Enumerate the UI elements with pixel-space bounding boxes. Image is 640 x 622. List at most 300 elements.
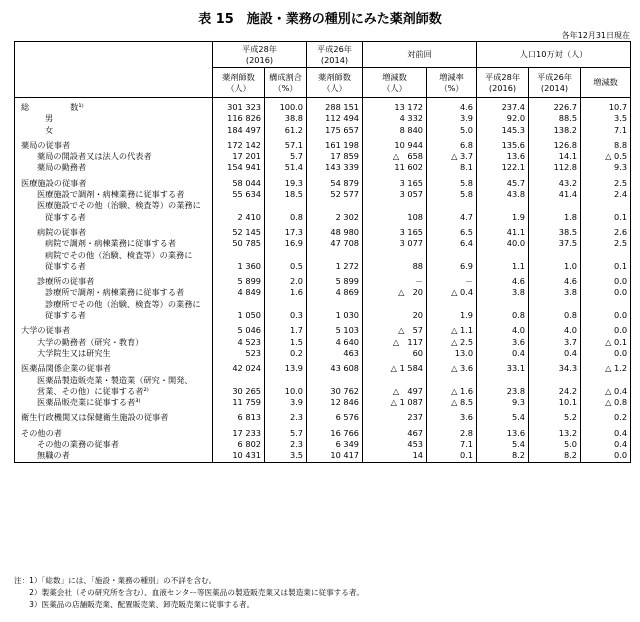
row-label: 病院でその他（治験、検査等）の業務に	[15, 250, 213, 261]
cell-value: 30 265	[213, 386, 265, 397]
cell-value: 6 802	[213, 439, 265, 450]
cell-value: △ 57	[363, 321, 427, 336]
cell-value	[307, 200, 363, 211]
row-label: その他の業務の従事者	[15, 439, 213, 450]
cell-value: △ 1.6	[427, 386, 477, 397]
header-per100k: 人口10万対（人）	[477, 42, 631, 68]
cell-value: 3.5	[265, 450, 307, 462]
cell-value: 4 523	[213, 337, 265, 348]
table-row	[15, 299, 631, 310]
cell-value: 7.1	[581, 125, 631, 136]
col-increase: 増減数 （人）	[363, 68, 427, 98]
cell-value: 6.4	[427, 238, 477, 249]
row-label: 病院で調剤・病棟業務に従事する者	[15, 238, 213, 249]
cell-value: 33.1	[477, 359, 529, 374]
cell-value	[213, 375, 265, 386]
cell-value: 14	[363, 450, 427, 462]
table-body	[15, 98, 631, 463]
cell-value: 1.8	[529, 212, 581, 223]
cell-value: 0.0	[581, 310, 631, 321]
cell-value	[265, 250, 307, 261]
row-label: 男	[15, 113, 213, 124]
cell-value: 13 172	[363, 98, 427, 114]
cell-value: 5.8	[427, 174, 477, 189]
header-2016: 平成28年 (2016)	[213, 42, 307, 68]
row-label: 従事する者	[15, 261, 213, 272]
cell-value: 1 050	[213, 310, 265, 321]
cell-value: 2.4	[581, 189, 631, 200]
cell-value: 6.5	[427, 223, 477, 238]
cell-value: 288 151	[307, 98, 363, 114]
cell-value: △ 0.4	[427, 287, 477, 298]
table-row	[15, 189, 631, 200]
cell-value: 5.0	[427, 125, 477, 136]
cell-value	[581, 250, 631, 261]
row-label: 薬局の勤務者	[15, 162, 213, 173]
table-row	[15, 321, 631, 336]
cell-value: 172 142	[213, 136, 265, 151]
cell-value: 3 165	[363, 174, 427, 189]
cell-value: 3.6	[477, 337, 529, 348]
table-row	[15, 200, 631, 211]
cell-value: 0.1	[427, 450, 477, 462]
table-row	[15, 125, 631, 136]
cell-value	[427, 200, 477, 211]
cell-value: 3 057	[363, 189, 427, 200]
cell-value: 112 494	[307, 113, 363, 124]
cell-value: 4.6	[427, 98, 477, 114]
row-label: 総 数¹⁾	[15, 98, 213, 114]
cell-value: －	[363, 272, 427, 287]
row-label: 診療所でその他（治験、検査等）の業務に	[15, 299, 213, 310]
cell-value	[307, 250, 363, 261]
cell-value: △ 117	[363, 337, 427, 348]
cell-value: 0.8	[477, 310, 529, 321]
cell-value: 37.5	[529, 238, 581, 249]
cell-value: 184 497	[213, 125, 265, 136]
cell-value: △ 658	[363, 151, 427, 162]
cell-value	[427, 299, 477, 310]
cell-value: 112.8	[529, 162, 581, 173]
cell-value: 42 024	[213, 359, 265, 374]
cell-value	[529, 200, 581, 211]
cell-value: 0.2	[581, 408, 631, 423]
cell-value	[477, 299, 529, 310]
cell-value	[307, 375, 363, 386]
table-row	[15, 450, 631, 462]
cell-value: 43 608	[307, 359, 363, 374]
footnote: 3）医薬品の店舗販売業、配置販売業、卸売販売業に従事する者。	[14, 600, 255, 609]
cell-value: 175 657	[307, 125, 363, 136]
table-row	[15, 151, 631, 162]
row-label: 薬局の従事者	[15, 136, 213, 151]
cell-value: 12 846	[307, 397, 363, 408]
cell-value: 126.8	[529, 136, 581, 151]
cell-value: △ 8.5	[427, 397, 477, 408]
cell-value: 7.1	[427, 439, 477, 450]
cell-value: 4.7	[427, 212, 477, 223]
cell-value: 138.2	[529, 125, 581, 136]
cell-value: 23.8	[477, 386, 529, 397]
cell-value: △ 0.1	[581, 337, 631, 348]
cell-value: 17 233	[213, 424, 265, 439]
cell-value: 0.2	[265, 348, 307, 359]
row-label: 女	[15, 125, 213, 136]
row-label: 医薬品販売業に従事する者³⁾	[15, 397, 213, 408]
cell-value	[581, 200, 631, 211]
row-label: 大学院生又は研究生	[15, 348, 213, 359]
row-label: 医薬品関係企業の従事者	[15, 359, 213, 374]
cell-value: 16 766	[307, 424, 363, 439]
cell-value: 2.5	[581, 174, 631, 189]
cell-value: 122.1	[477, 162, 529, 173]
cell-value: 5 899	[213, 272, 265, 287]
col-count-2014: 薬剤師数 （人）	[307, 68, 363, 98]
row-label: 無職の者	[15, 450, 213, 462]
cell-value: 52 577	[307, 189, 363, 200]
row-label: 営業、その他）に従事する者²⁾	[15, 386, 213, 397]
row-label: 医療施設の従事者	[15, 174, 213, 189]
cell-value: 13.0	[427, 348, 477, 359]
table-row	[15, 348, 631, 359]
table-row	[15, 162, 631, 173]
cell-value	[213, 200, 265, 211]
cell-value	[213, 299, 265, 310]
cell-value: 1 360	[213, 261, 265, 272]
cell-value: 10 417	[307, 450, 363, 462]
cell-value: 0.0	[581, 272, 631, 287]
cell-value: 6 349	[307, 439, 363, 450]
cell-value: △ 1.2	[581, 359, 631, 374]
cell-value: 13.6	[477, 151, 529, 162]
table-title: 表 15 施設・業務の種別にみた薬剤師数	[198, 12, 442, 27]
row-label: 医療施設でその他（治験、検査等）の業務に	[15, 200, 213, 211]
table-row	[15, 113, 631, 124]
cell-value: 6.8	[427, 136, 477, 151]
cell-value: 4 849	[213, 287, 265, 298]
cell-value: 16.9	[265, 238, 307, 249]
cell-value	[363, 250, 427, 261]
cell-value: 5 046	[213, 321, 265, 336]
cell-value: 1.0	[529, 261, 581, 272]
cell-value: 57.1	[265, 136, 307, 151]
cell-value: 19.3	[265, 174, 307, 189]
pharmacist-table	[14, 41, 631, 463]
cell-value: 0.0	[581, 287, 631, 298]
cell-value: 92.0	[477, 113, 529, 124]
col-count-2016: 薬剤師数 （人）	[213, 68, 265, 98]
col-per100k-2016: 平成28年 (2016)	[477, 68, 529, 98]
cell-value: 61.2	[265, 125, 307, 136]
cell-value: 8.2	[529, 450, 581, 462]
cell-value: －	[427, 272, 477, 287]
cell-value: 0.4	[477, 348, 529, 359]
cell-value: 9.3	[477, 397, 529, 408]
col-per100k-2014: 平成26年 (2014)	[529, 68, 581, 98]
cell-value	[213, 250, 265, 261]
table-row	[15, 287, 631, 298]
cell-value	[265, 299, 307, 310]
cell-value: 0.8	[265, 212, 307, 223]
table-row	[15, 223, 631, 238]
col-rate: 増減率 （%）	[427, 68, 477, 98]
cell-value: 2 302	[307, 212, 363, 223]
cell-value: 43.2	[529, 174, 581, 189]
cell-value: 10.7	[581, 98, 631, 114]
cell-value: △ 20	[363, 287, 427, 298]
cell-value: 58 044	[213, 174, 265, 189]
cell-value: 4.0	[529, 321, 581, 336]
cell-value: 237.4	[477, 98, 529, 114]
table-row	[15, 174, 631, 189]
cell-value: △ 497	[363, 386, 427, 397]
cell-value: 467	[363, 424, 427, 439]
cell-value: 6.9	[427, 261, 477, 272]
cell-value: 13.9	[265, 359, 307, 374]
cell-value: 41.4	[529, 189, 581, 200]
cell-value: 3.7	[529, 337, 581, 348]
row-label: その他の者	[15, 424, 213, 439]
cell-value: 301 323	[213, 98, 265, 114]
cell-value: 38.5	[529, 223, 581, 238]
cell-value	[265, 375, 307, 386]
cell-value: 13.6	[477, 424, 529, 439]
cell-value	[307, 299, 363, 310]
as-of-date: 各年12月31日現在	[561, 31, 630, 40]
cell-value: △ 1 087	[363, 397, 427, 408]
cell-value: 2.5	[581, 238, 631, 249]
table-row	[15, 375, 631, 386]
cell-value: 24.2	[529, 386, 581, 397]
cell-value	[265, 200, 307, 211]
cell-value: 30 762	[307, 386, 363, 397]
cell-value: 523	[213, 348, 265, 359]
footnote: 2）製薬会社（その研究所を含む）、血液センター等医薬品の製造販売業又は製造業に従事する者。	[14, 588, 365, 597]
cell-value: △ 0.8	[581, 397, 631, 408]
cell-value: 453	[363, 439, 427, 450]
cell-value	[581, 375, 631, 386]
cell-value: 3 077	[363, 238, 427, 249]
cell-value: 4.0	[477, 321, 529, 336]
cell-value: 0.8	[529, 310, 581, 321]
cell-value: 2.8	[427, 424, 477, 439]
cell-value	[427, 375, 477, 386]
cell-value: 0.1	[581, 261, 631, 272]
cell-value: 88.5	[529, 113, 581, 124]
cell-value: 3.6	[427, 408, 477, 423]
table-row	[15, 424, 631, 439]
cell-value: 3.8	[529, 287, 581, 298]
cell-value	[477, 200, 529, 211]
cell-value: 3.9	[427, 113, 477, 124]
cell-value: 41.1	[477, 223, 529, 238]
col-ratio: 構成割合 （%）	[265, 68, 307, 98]
cell-value: 10 431	[213, 450, 265, 462]
cell-value: 2.3	[265, 408, 307, 423]
cell-value: 5.7	[265, 424, 307, 439]
cell-value: 5.4	[477, 439, 529, 450]
row-label: 従事する者	[15, 310, 213, 321]
cell-value	[477, 375, 529, 386]
cell-value: 1 030	[307, 310, 363, 321]
cell-value: 5.7	[265, 151, 307, 162]
cell-value: 0.4	[581, 439, 631, 450]
cell-value: 1.6	[265, 287, 307, 298]
table-row	[15, 310, 631, 321]
cell-value: 20	[363, 310, 427, 321]
cell-value: 8.1	[427, 162, 477, 173]
cell-value: 0.3	[265, 310, 307, 321]
cell-value: 4 332	[363, 113, 427, 124]
row-label: 医療施設で調剤・病棟業務に従事する者	[15, 189, 213, 200]
cell-value	[529, 299, 581, 310]
cell-value: △ 3.6	[427, 359, 477, 374]
row-label: 大学の勤務者（研究・教育）	[15, 337, 213, 348]
row-label: 医薬品製造販売業・製造業（研究・開発、	[15, 375, 213, 386]
cell-value: 463	[307, 348, 363, 359]
cell-value: 6 813	[213, 408, 265, 423]
table-row	[15, 98, 631, 114]
cell-value: 48 980	[307, 223, 363, 238]
cell-value: 0.0	[581, 348, 631, 359]
cell-value	[363, 299, 427, 310]
row-label: 病院の従事者	[15, 223, 213, 238]
cell-value: 116 826	[213, 113, 265, 124]
cell-value: 4 640	[307, 337, 363, 348]
row-label: 診療所で調剤・病棟業務に従事する者	[15, 287, 213, 298]
cell-value: 1.7	[265, 321, 307, 336]
cell-value: 0.5	[265, 261, 307, 272]
table-row	[15, 238, 631, 249]
cell-value: 51.4	[265, 162, 307, 173]
row-label: 衛生行政機関又は保健衛生施設の従事者	[15, 408, 213, 423]
cell-value: △ 2.5	[427, 337, 477, 348]
header-2014: 平成26年 (2014)	[307, 42, 363, 68]
cell-value: 17 859	[307, 151, 363, 162]
header-prev: 対前回	[363, 42, 477, 68]
cell-value: 143 339	[307, 162, 363, 173]
cell-value: 8 840	[363, 125, 427, 136]
cell-value: 100.0	[265, 98, 307, 114]
cell-value: 38.8	[265, 113, 307, 124]
cell-value: 88	[363, 261, 427, 272]
cell-value: 161 198	[307, 136, 363, 151]
cell-value: 5.2	[529, 408, 581, 423]
cell-value: 237	[363, 408, 427, 423]
cell-value: △ 1.1	[427, 321, 477, 336]
cell-value: 11 759	[213, 397, 265, 408]
cell-value: 0.4	[529, 348, 581, 359]
cell-value	[477, 250, 529, 261]
cell-value: 2.6	[581, 223, 631, 238]
cell-value: 50 785	[213, 238, 265, 249]
cell-value: 135.6	[477, 136, 529, 151]
table-row	[15, 408, 631, 423]
col-per100k-increase: 増減数	[581, 68, 631, 98]
cell-value: 1.9	[477, 212, 529, 223]
cell-value: 18.5	[265, 189, 307, 200]
cell-value: 0.4	[581, 424, 631, 439]
cell-value: 9.3	[581, 162, 631, 173]
cell-value: 2 410	[213, 212, 265, 223]
cell-value: 6 576	[307, 408, 363, 423]
table-row	[15, 272, 631, 287]
header-blank	[15, 42, 213, 98]
cell-value: 11 602	[363, 162, 427, 173]
cell-value: 154 941	[213, 162, 265, 173]
cell-value: 45.7	[477, 174, 529, 189]
cell-value: 0.0	[581, 321, 631, 336]
cell-value: △ 0.4	[581, 386, 631, 397]
cell-value: 5 899	[307, 272, 363, 287]
cell-value: 10.0	[265, 386, 307, 397]
cell-value: 0.0	[581, 450, 631, 462]
cell-value: 17 201	[213, 151, 265, 162]
cell-value	[529, 375, 581, 386]
row-label: 診療所の従事者	[15, 272, 213, 287]
cell-value: 5.4	[477, 408, 529, 423]
row-label: 従事する者	[15, 212, 213, 223]
cell-value: 2.0	[265, 272, 307, 287]
table-row	[15, 439, 631, 450]
table-row	[15, 212, 631, 223]
cell-value: 108	[363, 212, 427, 223]
cell-value: 8.8	[581, 136, 631, 151]
cell-value: △ 3.7	[427, 151, 477, 162]
table-row	[15, 397, 631, 408]
cell-value: 40.0	[477, 238, 529, 249]
cell-value: 1 272	[307, 261, 363, 272]
cell-value: 14.1	[529, 151, 581, 162]
cell-value: 60	[363, 348, 427, 359]
cell-value: 5.0	[529, 439, 581, 450]
cell-value: 3.9	[265, 397, 307, 408]
cell-value: 1.9	[427, 310, 477, 321]
cell-value: 55 634	[213, 189, 265, 200]
cell-value: 10 944	[363, 136, 427, 151]
table-row	[15, 250, 631, 261]
cell-value	[581, 299, 631, 310]
cell-value: 8.2	[477, 450, 529, 462]
cell-value: 145.3	[477, 125, 529, 136]
cell-value: 4.6	[529, 272, 581, 287]
row-label: 大学の従事者	[15, 321, 213, 336]
cell-value: 3.8	[477, 287, 529, 298]
cell-value: △ 1 584	[363, 359, 427, 374]
cell-value: 10.1	[529, 397, 581, 408]
cell-value: 52 145	[213, 223, 265, 238]
table-row	[15, 337, 631, 348]
cell-value: 1.5	[265, 337, 307, 348]
cell-value: 34.3	[529, 359, 581, 374]
cell-value: 4.6	[477, 272, 529, 287]
cell-value: 47 708	[307, 238, 363, 249]
cell-value: 4 869	[307, 287, 363, 298]
cell-value: △ 0.5	[581, 151, 631, 162]
cell-value: 226.7	[529, 98, 581, 114]
cell-value: 2.3	[265, 439, 307, 450]
footnotes	[14, 575, 364, 611]
footnote: 注：1）「総数」には、「施設・業務の種別」の不詳を含む。	[14, 576, 217, 585]
table-row	[15, 386, 631, 397]
cell-value	[529, 250, 581, 261]
cell-value	[363, 375, 427, 386]
cell-value: 54 879	[307, 174, 363, 189]
cell-value	[427, 250, 477, 261]
table-row	[15, 261, 631, 272]
cell-value: 43.8	[477, 189, 529, 200]
cell-value: 0.1	[581, 212, 631, 223]
